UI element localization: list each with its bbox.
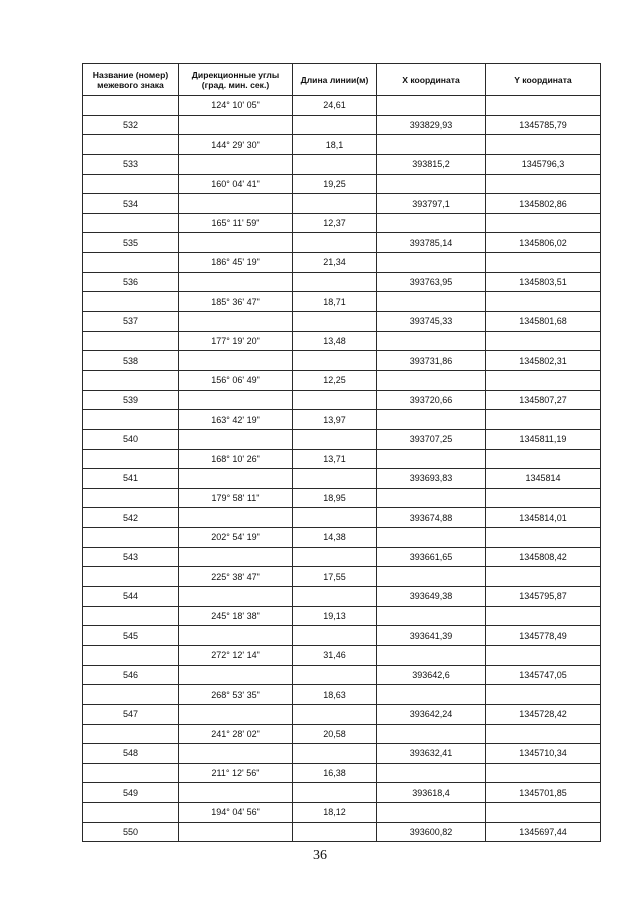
boundary-marks-table-container bbox=[82, 63, 600, 842]
cell-line-length bbox=[293, 194, 377, 214]
table-row bbox=[83, 135, 601, 155]
cell-x-coordinate bbox=[377, 253, 486, 273]
cell-x-coordinate: 393720,66 bbox=[377, 390, 486, 410]
table-row bbox=[83, 488, 601, 508]
cell-mark-name bbox=[83, 606, 179, 626]
cell-direction-angle bbox=[179, 508, 293, 528]
cell-mark-name bbox=[83, 331, 179, 351]
cell-mark-name bbox=[83, 253, 179, 273]
cell-mark-name: 543 bbox=[83, 547, 179, 567]
cell-line-length bbox=[293, 626, 377, 646]
cell-mark-name: 541 bbox=[83, 469, 179, 489]
table-row bbox=[83, 312, 601, 332]
cell-x-coordinate: 393693,83 bbox=[377, 469, 486, 489]
cell-line-length bbox=[293, 469, 377, 489]
cell-y-coordinate: 1345778,49 bbox=[486, 626, 601, 646]
cell-mark-name bbox=[83, 370, 179, 390]
cell-y-coordinate bbox=[486, 645, 601, 665]
cell-direction-angle: 268° 53' 35" bbox=[179, 685, 293, 705]
cell-line-length bbox=[293, 272, 377, 292]
cell-line-length: 31,46 bbox=[293, 645, 377, 665]
cell-line-length bbox=[293, 154, 377, 174]
cell-direction-angle bbox=[179, 194, 293, 214]
cell-x-coordinate: 393649,38 bbox=[377, 587, 486, 607]
cell-mark-name bbox=[83, 292, 179, 312]
table-body bbox=[83, 96, 601, 842]
cell-mark-name: 544 bbox=[83, 587, 179, 607]
cell-mark-name bbox=[83, 724, 179, 744]
cell-y-coordinate bbox=[486, 410, 601, 430]
table-row bbox=[83, 96, 601, 116]
table-row bbox=[83, 803, 601, 823]
cell-direction-angle bbox=[179, 587, 293, 607]
cell-y-coordinate: 1345814 bbox=[486, 469, 601, 489]
cell-line-length bbox=[293, 115, 377, 135]
table-row bbox=[83, 292, 601, 312]
header-y-coordinate: Y координата bbox=[486, 64, 601, 96]
cell-x-coordinate bbox=[377, 174, 486, 194]
cell-x-coordinate: 393674,88 bbox=[377, 508, 486, 528]
cell-direction-angle: 144° 29' 30" bbox=[179, 135, 293, 155]
cell-mark-name: 532 bbox=[83, 115, 179, 135]
cell-x-coordinate bbox=[377, 213, 486, 233]
cell-line-length: 19,13 bbox=[293, 606, 377, 626]
cell-direction-angle bbox=[179, 154, 293, 174]
cell-direction-angle bbox=[179, 272, 293, 292]
cell-y-coordinate bbox=[486, 135, 601, 155]
cell-y-coordinate: 1345701,85 bbox=[486, 783, 601, 803]
cell-line-length bbox=[293, 704, 377, 724]
cell-direction-angle bbox=[179, 822, 293, 842]
table-row bbox=[83, 724, 601, 744]
cell-line-length: 18,71 bbox=[293, 292, 377, 312]
cell-y-coordinate: 1345803,51 bbox=[486, 272, 601, 292]
header-mark-name: Название (номер) межевого знака bbox=[83, 64, 179, 96]
cell-y-coordinate bbox=[486, 449, 601, 469]
cell-x-coordinate bbox=[377, 410, 486, 430]
cell-x-coordinate bbox=[377, 645, 486, 665]
cell-line-length: 12,25 bbox=[293, 370, 377, 390]
table-row bbox=[83, 665, 601, 685]
cell-y-coordinate bbox=[486, 213, 601, 233]
cell-direction-angle: 245° 18' 38" bbox=[179, 606, 293, 626]
cell-x-coordinate: 393707,25 bbox=[377, 429, 486, 449]
cell-mark-name: 537 bbox=[83, 312, 179, 332]
table-row bbox=[83, 822, 601, 842]
cell-mark-name: 550 bbox=[83, 822, 179, 842]
table-row bbox=[83, 390, 601, 410]
cell-mark-name: 539 bbox=[83, 390, 179, 410]
cell-mark-name: 540 bbox=[83, 429, 179, 449]
cell-direction-angle: 124° 10' 05" bbox=[179, 96, 293, 116]
cell-direction-angle: 179° 58' 11" bbox=[179, 488, 293, 508]
table-row bbox=[83, 783, 601, 803]
cell-x-coordinate bbox=[377, 135, 486, 155]
cell-mark-name: 545 bbox=[83, 626, 179, 646]
cell-direction-angle bbox=[179, 312, 293, 332]
cell-direction-angle: 156° 06' 49" bbox=[179, 370, 293, 390]
cell-y-coordinate bbox=[486, 370, 601, 390]
cell-y-coordinate: 1345747,05 bbox=[486, 665, 601, 685]
cell-y-coordinate: 1345801,68 bbox=[486, 312, 601, 332]
cell-line-length bbox=[293, 508, 377, 528]
cell-x-coordinate bbox=[377, 292, 486, 312]
cell-mark-name: 546 bbox=[83, 665, 179, 685]
cell-direction-angle bbox=[179, 704, 293, 724]
cell-line-length: 13,48 bbox=[293, 331, 377, 351]
cell-line-length: 13,97 bbox=[293, 410, 377, 430]
cell-y-coordinate bbox=[486, 488, 601, 508]
cell-y-coordinate: 1345795,87 bbox=[486, 587, 601, 607]
cell-line-length bbox=[293, 665, 377, 685]
cell-direction-angle: 160° 04' 41" bbox=[179, 174, 293, 194]
cell-x-coordinate: 393731,86 bbox=[377, 351, 486, 371]
cell-line-length bbox=[293, 351, 377, 371]
table-row bbox=[83, 233, 601, 253]
cell-y-coordinate: 1345785,79 bbox=[486, 115, 601, 135]
table-row bbox=[83, 370, 601, 390]
cell-line-length bbox=[293, 783, 377, 803]
cell-y-coordinate: 1345802,31 bbox=[486, 351, 601, 371]
cell-line-length bbox=[293, 822, 377, 842]
table-row bbox=[83, 528, 601, 548]
header-row bbox=[83, 64, 601, 96]
cell-x-coordinate: 393642,6 bbox=[377, 665, 486, 685]
cell-x-coordinate: 393815,2 bbox=[377, 154, 486, 174]
cell-mark-name bbox=[83, 449, 179, 469]
cell-x-coordinate bbox=[377, 331, 486, 351]
cell-direction-angle bbox=[179, 233, 293, 253]
table-row bbox=[83, 115, 601, 135]
cell-line-length bbox=[293, 233, 377, 253]
header-direction-angle: Дирекционные углы (град. мин. сек.) bbox=[179, 64, 293, 96]
cell-x-coordinate bbox=[377, 567, 486, 587]
cell-x-coordinate: 393797,1 bbox=[377, 194, 486, 214]
cell-mark-name bbox=[83, 645, 179, 665]
cell-line-length bbox=[293, 547, 377, 567]
table-row bbox=[83, 194, 601, 214]
cell-line-length: 18,1 bbox=[293, 135, 377, 155]
cell-y-coordinate bbox=[486, 763, 601, 783]
cell-line-length bbox=[293, 312, 377, 332]
cell-direction-angle bbox=[179, 783, 293, 803]
cell-y-coordinate: 1345710,34 bbox=[486, 744, 601, 764]
cell-direction-angle: 185° 36' 47" bbox=[179, 292, 293, 312]
table-row bbox=[83, 469, 601, 489]
cell-mark-name: 547 bbox=[83, 704, 179, 724]
cell-mark-name: 536 bbox=[83, 272, 179, 292]
table-row bbox=[83, 704, 601, 724]
cell-y-coordinate: 1345811,19 bbox=[486, 429, 601, 449]
cell-y-coordinate: 1345728,42 bbox=[486, 704, 601, 724]
cell-mark-name: 533 bbox=[83, 154, 179, 174]
cell-direction-angle: 186° 45' 19" bbox=[179, 253, 293, 273]
cell-direction-angle bbox=[179, 744, 293, 764]
cell-mark-name bbox=[83, 763, 179, 783]
cell-y-coordinate bbox=[486, 96, 601, 116]
cell-y-coordinate bbox=[486, 685, 601, 705]
cell-line-length bbox=[293, 390, 377, 410]
cell-line-length: 12,37 bbox=[293, 213, 377, 233]
cell-mark-name: 535 bbox=[83, 233, 179, 253]
table-row bbox=[83, 331, 601, 351]
cell-direction-angle bbox=[179, 390, 293, 410]
cell-mark-name bbox=[83, 528, 179, 548]
cell-mark-name: 548 bbox=[83, 744, 179, 764]
cell-mark-name bbox=[83, 488, 179, 508]
cell-direction-angle: 241° 28' 02" bbox=[179, 724, 293, 744]
cell-direction-angle: 272° 12' 14" bbox=[179, 645, 293, 665]
table-row bbox=[83, 685, 601, 705]
table-row bbox=[83, 213, 601, 233]
cell-line-length bbox=[293, 429, 377, 449]
table-row bbox=[83, 449, 601, 469]
header-x-coordinate: X координата bbox=[377, 64, 486, 96]
cell-x-coordinate bbox=[377, 685, 486, 705]
cell-y-coordinate bbox=[486, 606, 601, 626]
cell-direction-angle: 165° 11' 59" bbox=[179, 213, 293, 233]
cell-x-coordinate bbox=[377, 528, 486, 548]
table-row bbox=[83, 154, 601, 174]
page-number: 36 bbox=[313, 848, 327, 863]
cell-x-coordinate: 393829,93 bbox=[377, 115, 486, 135]
cell-y-coordinate bbox=[486, 803, 601, 823]
cell-line-length: 21,34 bbox=[293, 253, 377, 273]
cell-x-coordinate: 393745,33 bbox=[377, 312, 486, 332]
table-row bbox=[83, 567, 601, 587]
cell-x-coordinate: 393642,24 bbox=[377, 704, 486, 724]
cell-y-coordinate: 1345806,02 bbox=[486, 233, 601, 253]
cell-line-length: 16,38 bbox=[293, 763, 377, 783]
cell-direction-angle: 177° 19' 20" bbox=[179, 331, 293, 351]
table-row bbox=[83, 410, 601, 430]
cell-line-length: 24,61 bbox=[293, 96, 377, 116]
cell-line-length: 17,55 bbox=[293, 567, 377, 587]
cell-x-coordinate bbox=[377, 96, 486, 116]
cell-x-coordinate bbox=[377, 803, 486, 823]
cell-line-length: 18,12 bbox=[293, 803, 377, 823]
cell-y-coordinate bbox=[486, 253, 601, 273]
cell-mark-name bbox=[83, 96, 179, 116]
cell-line-length bbox=[293, 587, 377, 607]
cell-mark-name: 542 bbox=[83, 508, 179, 528]
table-row bbox=[83, 645, 601, 665]
header-line-length: Длина линии(м) bbox=[293, 64, 377, 96]
cell-direction-angle: 225° 38' 47" bbox=[179, 567, 293, 587]
cell-direction-angle bbox=[179, 665, 293, 685]
cell-mark-name bbox=[83, 567, 179, 587]
cell-mark-name bbox=[83, 135, 179, 155]
table-row bbox=[83, 174, 601, 194]
cell-x-coordinate: 393641,39 bbox=[377, 626, 486, 646]
table-row bbox=[83, 253, 601, 273]
table-row bbox=[83, 626, 601, 646]
cell-mark-name bbox=[83, 213, 179, 233]
cell-direction-angle: 211° 12' 56" bbox=[179, 763, 293, 783]
cell-line-length: 19,25 bbox=[293, 174, 377, 194]
cell-x-coordinate bbox=[377, 370, 486, 390]
cell-line-length bbox=[293, 744, 377, 764]
cell-mark-name bbox=[83, 803, 179, 823]
cell-y-coordinate bbox=[486, 292, 601, 312]
cell-direction-angle bbox=[179, 469, 293, 489]
table-row bbox=[83, 587, 601, 607]
cell-y-coordinate bbox=[486, 724, 601, 744]
cell-y-coordinate bbox=[486, 528, 601, 548]
cell-x-coordinate: 393763,95 bbox=[377, 272, 486, 292]
cell-direction-angle: 194° 04' 56" bbox=[179, 803, 293, 823]
cell-y-coordinate: 1345796,3 bbox=[486, 154, 601, 174]
boundary-marks-table bbox=[82, 63, 601, 842]
cell-direction-angle bbox=[179, 351, 293, 371]
cell-x-coordinate bbox=[377, 449, 486, 469]
cell-y-coordinate: 1345808,42 bbox=[486, 547, 601, 567]
table-row bbox=[83, 508, 601, 528]
cell-x-coordinate: 393618,4 bbox=[377, 783, 486, 803]
table-row bbox=[83, 547, 601, 567]
cell-mark-name bbox=[83, 685, 179, 705]
cell-mark-name: 534 bbox=[83, 194, 179, 214]
cell-x-coordinate bbox=[377, 606, 486, 626]
cell-y-coordinate: 1345697,44 bbox=[486, 822, 601, 842]
cell-y-coordinate: 1345814,01 bbox=[486, 508, 601, 528]
cell-direction-angle: 168° 10' 26" bbox=[179, 449, 293, 469]
cell-x-coordinate bbox=[377, 763, 486, 783]
cell-mark-name bbox=[83, 410, 179, 430]
cell-direction-angle: 202° 54' 19" bbox=[179, 528, 293, 548]
cell-y-coordinate: 1345807,27 bbox=[486, 390, 601, 410]
cell-direction-angle bbox=[179, 626, 293, 646]
cell-y-coordinate bbox=[486, 567, 601, 587]
table-row bbox=[83, 763, 601, 783]
table-row bbox=[83, 429, 601, 449]
cell-x-coordinate bbox=[377, 488, 486, 508]
cell-line-length: 14,38 bbox=[293, 528, 377, 548]
cell-direction-angle: 163° 42' 19" bbox=[179, 410, 293, 430]
cell-mark-name: 549 bbox=[83, 783, 179, 803]
cell-x-coordinate: 393600,82 bbox=[377, 822, 486, 842]
cell-direction-angle bbox=[179, 115, 293, 135]
cell-y-coordinate bbox=[486, 331, 601, 351]
cell-x-coordinate bbox=[377, 724, 486, 744]
cell-line-length: 18,63 bbox=[293, 685, 377, 705]
cell-x-coordinate: 393661,65 bbox=[377, 547, 486, 567]
cell-line-length: 18,95 bbox=[293, 488, 377, 508]
table-row bbox=[83, 606, 601, 626]
cell-x-coordinate: 393785,14 bbox=[377, 233, 486, 253]
cell-y-coordinate bbox=[486, 174, 601, 194]
cell-line-length: 20,58 bbox=[293, 724, 377, 744]
table-row bbox=[83, 744, 601, 764]
table-row bbox=[83, 351, 601, 371]
table-row bbox=[83, 272, 601, 292]
cell-x-coordinate: 393632,41 bbox=[377, 744, 486, 764]
cell-mark-name: 538 bbox=[83, 351, 179, 371]
cell-mark-name bbox=[83, 174, 179, 194]
cell-line-length: 13,71 bbox=[293, 449, 377, 469]
cell-y-coordinate: 1345802,86 bbox=[486, 194, 601, 214]
table-header bbox=[83, 64, 601, 96]
cell-direction-angle bbox=[179, 547, 293, 567]
cell-direction-angle bbox=[179, 429, 293, 449]
